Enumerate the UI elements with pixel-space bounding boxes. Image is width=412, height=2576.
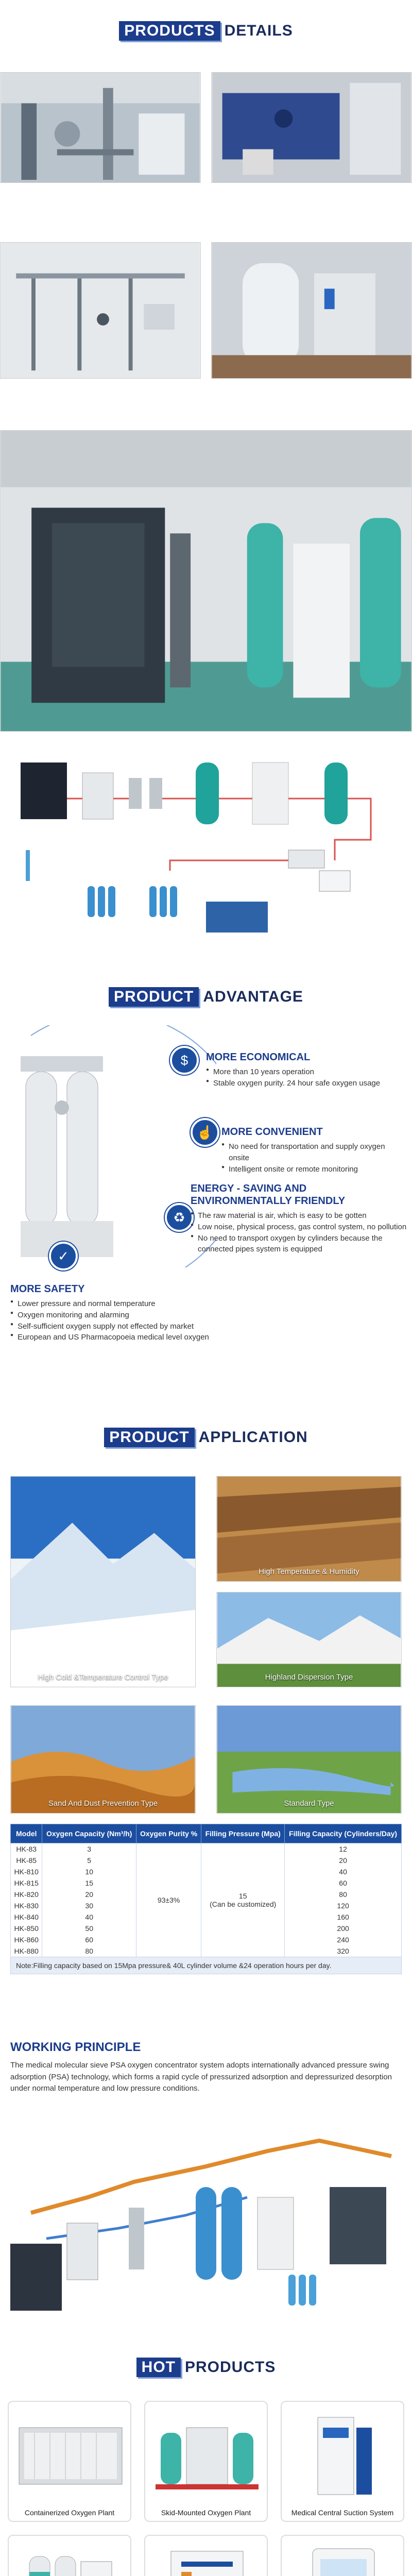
table-cell: 30: [42, 1900, 136, 1911]
table-cell: HK-850: [11, 1923, 42, 1934]
advantage-point: ● No need for transportation and supply oxygen onsite: [221, 1141, 407, 1164]
application-card-humidity: [216, 1476, 402, 1582]
table-cell: HK-840: [11, 1911, 42, 1923]
detail-photo-1: [0, 72, 201, 183]
advantage-safety-title: MORE SAFETY: [10, 1283, 85, 1295]
working-principle-diagram: [0, 2120, 412, 2329]
application-caption: Highland Dispersion Type: [265, 1673, 353, 1682]
table-cell: 120: [285, 1900, 402, 1911]
advantage-point: ● Self-sufficient oxygen supply not effected by market: [10, 1321, 278, 1332]
hot-product-label: Medical Central Suction System: [291, 2509, 394, 2517]
detail-photo-2: [211, 72, 412, 183]
working-principle: [10, 2040, 402, 2095]
recycle-icon: ♻: [165, 1203, 194, 1232]
application-title-rest: APPLICATION: [198, 1429, 308, 1446]
hot-product-card[interactable]: [144, 2535, 268, 2576]
application-card-cold: [10, 1476, 196, 1687]
purity-cell: 93±3%: [136, 1843, 201, 1957]
convenient-icon: ☝: [191, 1118, 219, 1147]
application-title-highlight: PRODUCT: [104, 1428, 194, 1447]
pressure-cell: [201, 1843, 285, 1957]
table-cell: 200: [285, 1923, 402, 1934]
advantage-point: ● No need to transport oxygen by cylinders because the connected pipes system is equipped: [191, 1233, 407, 1256]
advantage-title: [0, 981, 412, 1012]
advantage-point: ● More than 10 years operation: [206, 1066, 407, 1078]
hot-product-card[interactable]: [281, 2535, 404, 2576]
advantage-convenient: [221, 1126, 407, 1175]
advantage-title-rest: ADVANTAGE: [203, 988, 303, 1005]
table-cell: 240: [285, 1934, 402, 1945]
advantage-energy-title: ENERGY - SAVING AND ENVIRONMENTALLY FRIENDLY: [191, 1183, 346, 1207]
application-card-standard: [216, 1705, 402, 1814]
detail-photo-large: [0, 430, 412, 732]
advantage-economical: [206, 1051, 407, 1089]
hot-product-card[interactable]: [8, 2535, 131, 2576]
table-cell: HK-810: [11, 1866, 42, 1877]
table-cell: 40: [42, 1911, 136, 1923]
details-title-rest: DETAILS: [224, 22, 293, 39]
table-cell: 5: [42, 1855, 136, 1866]
table-cell: HK-83: [11, 1843, 42, 1855]
table-cell: HK-880: [11, 1945, 42, 1957]
advantage-point: ● Low noise, physical process, gas control system, no pollution: [191, 1222, 407, 1233]
table-row: [11, 1843, 402, 1855]
advantage-safety: [10, 1283, 278, 1343]
advantage-energy: [191, 1182, 407, 1255]
advantage-title-highlight: PRODUCT: [109, 987, 199, 1007]
details-title-highlight: PRODUCTS: [119, 21, 220, 41]
table-header: Filling Pressure (Mpa): [201, 1824, 285, 1843]
application-card-sand: [10, 1705, 196, 1814]
advantage-point: ● The raw material is air, which is easy to be gotten: [191, 1210, 407, 1222]
table-cell: 10: [42, 1866, 136, 1877]
spec-table: [10, 1824, 402, 1974]
detail-photo-3: [0, 242, 201, 379]
hot-product-label: Skid-Mounted Oxygen Plant: [161, 2509, 251, 2517]
application-caption: Standard Type: [284, 1799, 334, 1808]
table-cell: 12: [285, 1843, 402, 1855]
table-header: Model: [11, 1824, 42, 1843]
hot-title: [0, 2352, 412, 2383]
table-cell: 3: [42, 1843, 136, 1855]
table-cell: 60: [285, 1877, 402, 1889]
hot-product-card[interactable]: [144, 2401, 268, 2522]
details-title: [0, 15, 412, 46]
advantage-point: ● Lower pressure and normal temperature: [10, 1298, 278, 1310]
application-title: [0, 1422, 412, 1453]
hot-product-card[interactable]: [8, 2401, 131, 2522]
advantage-point: ● Intelligent onsite or remote monitoring: [221, 1164, 407, 1175]
table-note: Note:Filling capacity based on 15Mpa pressure& 40L cylinder volume &24 operation hours per day.: [11, 1957, 402, 1974]
table-cell: 160: [285, 1911, 402, 1923]
table-cell: 60: [42, 1934, 136, 1945]
pressure-note: (Can be customized): [210, 1900, 277, 1908]
table-cell: 80: [42, 1945, 136, 1957]
table-cell: HK-830: [11, 1900, 42, 1911]
hot-product-card[interactable]: [281, 2401, 404, 2522]
advantage-point: ● Stable oxygen purity. 24 hour safe oxygen usage: [206, 1078, 407, 1089]
shield-check-icon: ✓: [49, 1242, 78, 1270]
pressure-value: 15: [238, 1892, 247, 1900]
advantage-economical-title: MORE ECONOMICAL: [206, 1052, 311, 1063]
hot-product-label: Containerized Oxygen Plant: [24, 2509, 115, 2517]
table-header: Oxygen Capacity (Nm³/h): [42, 1824, 136, 1843]
detail-photo-4: [211, 242, 412, 379]
hot-title-rest: PRODUCTS: [184, 2359, 276, 2376]
table-cell: HK-815: [11, 1877, 42, 1889]
table-cell: 15: [42, 1877, 136, 1889]
table-cell: HK-860: [11, 1934, 42, 1945]
table-header: Oxygen Purity %: [136, 1824, 201, 1843]
application-caption: High Cold &Temperature Control Type: [38, 1673, 168, 1682]
table-cell: 20: [42, 1889, 136, 1900]
advantage-point: ● European and US Pharmacopoeia medical level oxygen: [10, 1332, 278, 1343]
advantage-convenient-title: MORE CONVENIENT: [221, 1126, 323, 1138]
application-caption: Sand And Dust Prevention Type: [48, 1799, 158, 1808]
application-caption: High Temperature & Humidity: [259, 1567, 359, 1576]
table-cell: 20: [285, 1855, 402, 1866]
table-cell: 80: [285, 1889, 402, 1900]
table-cell: HK-820: [11, 1889, 42, 1900]
application-card-highland: [216, 1592, 402, 1687]
working-principle-text: The medical molecular sieve PSA oxygen concentrator system adopts internationally advanced pressure swing adsorption (PSA) technology, which forms a rapid cycle of pressurized adsorption and depressurized desorption under normal temperature and low pressure conditions.: [10, 2061, 392, 2093]
system-diagram: [0, 747, 412, 948]
table-cell: 50: [42, 1923, 136, 1934]
economical-icon: $: [170, 1046, 199, 1075]
table-cell: 40: [285, 1866, 402, 1877]
working-principle-title: WORKING PRINCIPLE: [10, 2040, 141, 2054]
hot-title-highlight: HOT: [136, 2358, 181, 2377]
table-header: Filling Capacity (Cylinders/Day): [285, 1824, 402, 1843]
table-cell: HK-85: [11, 1855, 42, 1866]
advantage-point: ● Oxygen monitoring and alarming: [10, 1310, 278, 1321]
table-cell: 320: [285, 1945, 402, 1957]
